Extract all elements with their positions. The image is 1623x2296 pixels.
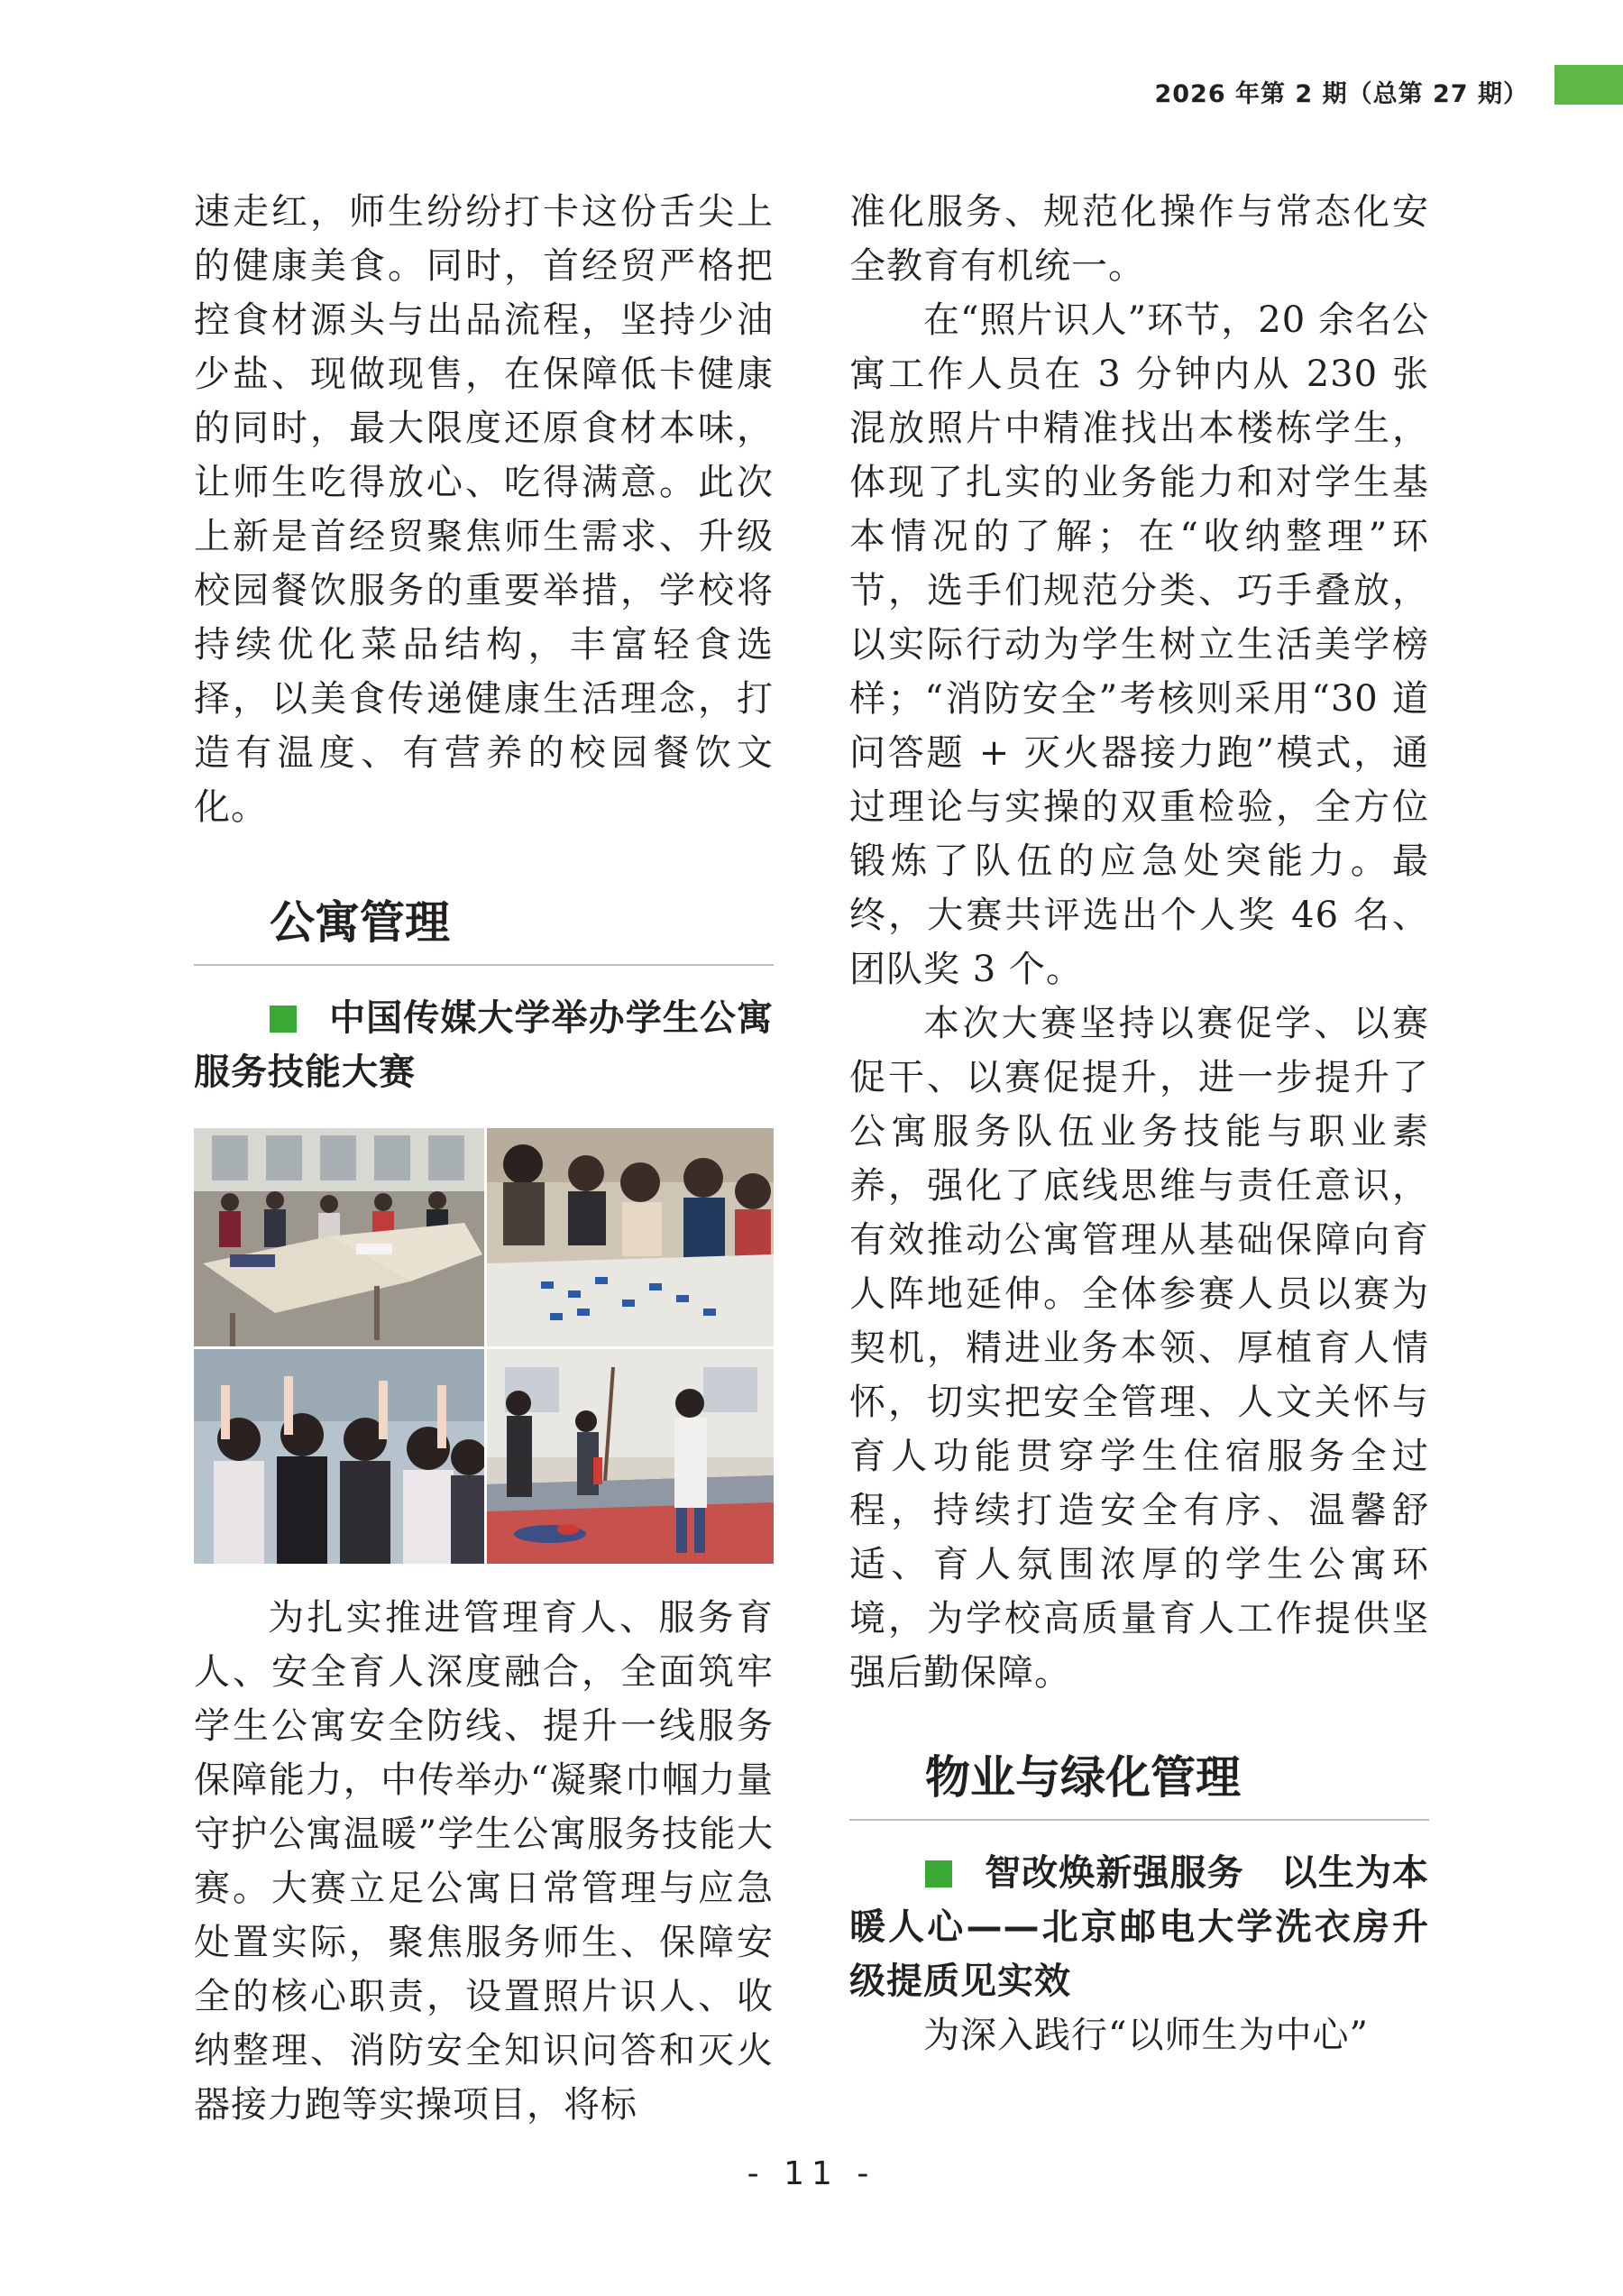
- left-paragraph-2: 为扎实推进管理育人、服务育人、安全育人深度融合，全面筑牢学生公寓安全防线、提升一线服务保障能力，中传举办“凝聚巾帼力量 守护公寓温暖”学生公寓服务技能大赛。大赛立足公寓日常管理与应急处置实际，聚焦服务师生、保障安全的核心职责，设置照片识人、收纳整理、消防安全知识问答和灭火器接力跑等实操项目，将标: [194, 1597, 811, 2126]
- issue-label: 2026 年第 2 期（总第 27 期）: [1154, 80, 1528, 108]
- photo-photo-identification-contest: [194, 1128, 484, 1346]
- photo-fire-extinguisher-relay: [487, 1349, 774, 1564]
- right-paragraph-3: 本次大赛坚持以赛促学、以赛促干、以赛促提升，进一步提升了公寓服务队伍业务技能与职业素养，强化了底线思维与责任意识，有效推动公寓管理从基础保障向育人阵地延伸。全体参赛人员以赛为契机，精进业务本领、厚植育人情怀，切实把安全管理、人文关怀与育人功能贯穿学生住宿服务全过程，持续打造安全有序、温馨舒适、育人氛围浓厚的学生公寓环境，为学校高质量育人工作提供坚强后勤保障。: [849, 1003, 1429, 1694]
- right-paragraph-4: 为深入践行“以师生为中心”: [923, 2015, 1369, 2056]
- section-title-apartment: 公寓管理: [270, 896, 450, 949]
- article-headline: [194, 991, 774, 1099]
- section-title-property: 物业与绿化管理: [925, 1751, 1241, 1804]
- green-square-bullet: [925, 1860, 952, 1887]
- photo-sorting-contest: [487, 1128, 774, 1346]
- right-paragraph-1: 准化服务、规范化操作与常态化安全教育有机统一。: [849, 191, 1429, 287]
- photo-cheering-staff: [194, 1349, 484, 1564]
- left-column: [194, 185, 811, 2132]
- right-column: [849, 185, 1429, 2062]
- photo-collage: [194, 1128, 774, 1564]
- headline-text: 智改焕新强服务 以生为本暖人心——北京邮电大学洗衣房升级提质见实效: [849, 1852, 1429, 2002]
- green-square-bullet: [270, 1006, 297, 1033]
- right-paragraph-2: 在“照片识人”环节，20 余名公寓工作人员在 3 分钟内从 230 张混放照片中精准找出本楼栋学生，体现了扎实的业务能力和对学生基本情况的了解；在“收纳整理”环节，选手们规范分类、巧手叠放，以实际行动为学生树立生活美学榜样；“消防安全”考核则采用“30 道问答题 + 灭火器接力跑”模式，通过理论与实操的双重检验，全方位锻炼了队伍的应急处突能力。最终，大赛共评选出个人奖 46 名、团队奖 3 个。: [849, 299, 1429, 990]
- page-number: - 11 -: [747, 2155, 876, 2192]
- article-headline: [849, 1846, 1429, 2008]
- header-accent-bar: [1554, 65, 1623, 105]
- left-paragraph-1: 速走红，师生纷纷打卡这份舌尖上的健康美食。同时，首经贸严格把控食材源头与出品流程，坚持少油少盐、现做现售，在保障低卡健康的同时，最大限度还原食材本味，让师生吃得放心、吃得满意。此次上新是首经贸聚焦师生需求、升级校园餐饮服务的重要举措，学校将持续优化菜品结构，丰富轻食选择，以美食传递健康生活理念，打造有温度、有营养的校园餐饮文化。: [194, 191, 774, 828]
- headline-text: 中国传媒大学举办学生公寓服务技能大赛: [194, 997, 774, 1093]
